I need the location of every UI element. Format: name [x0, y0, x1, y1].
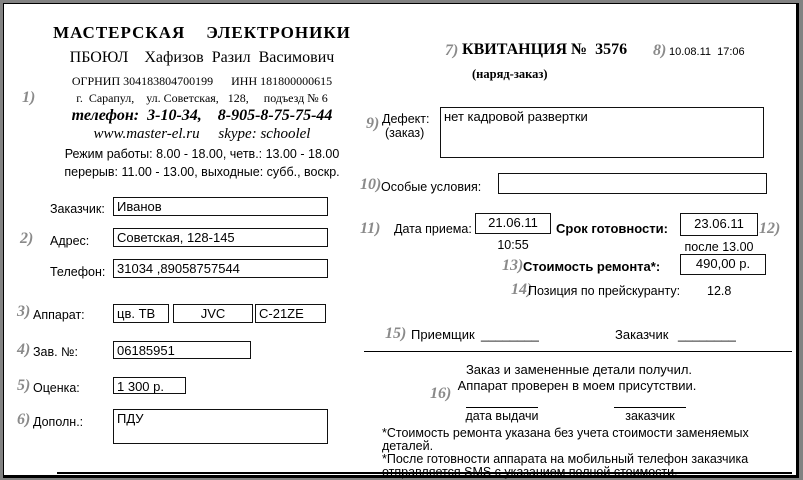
marker-14: 14) [511, 281, 533, 298]
date-received-field[interactable]: 21.06.11 [475, 213, 551, 234]
ready-date-label: Срок готовности: [556, 221, 668, 236]
confirm-line-2: Аппарат проверен в моем присутствии. [457, 378, 697, 393]
bottom-divider [57, 472, 792, 474]
device-type-field[interactable]: цв. ТВ [113, 304, 169, 323]
marker-9: 9) [366, 115, 380, 132]
receipt-form-page [3, 3, 799, 478]
marker-3: 3) [17, 303, 31, 320]
extra-label: Дополн.: [33, 415, 84, 429]
ready-time: после 13.00 [684, 240, 754, 254]
defect-field[interactable]: нет кадровой развертки [440, 107, 764, 158]
workshop-phone: телефон: 3-10-34, 8-905-8-75-75-44 [71, 107, 333, 124]
repair-cost-field[interactable]: 490,00 р. [680, 254, 766, 275]
marker-13: 13) [502, 257, 524, 274]
estimate-label: Оценка: [33, 381, 80, 395]
address-field[interactable]: Советская, 128-145 [113, 228, 328, 247]
special-conditions-label: Особые условия: [381, 180, 482, 194]
ready-date-field[interactable]: 23.06.11 [680, 213, 758, 236]
phone-field[interactable]: 31034 ,89058757544 [113, 259, 328, 278]
customer-label: Заказчик: [50, 202, 105, 216]
repair-cost-label: Стоимость ремонта*: [523, 259, 661, 274]
issue-date-line [466, 407, 538, 408]
receiver-sign-blank: ________ [481, 327, 539, 342]
workshop-ogrnip-inn: ОГРНИП 304183804700199 ИНН 181800000615 [71, 74, 333, 88]
issue-date-label: дата выдачи [465, 409, 539, 423]
marker-10: 10) [360, 176, 382, 193]
marker-7: 7) [445, 42, 459, 59]
address-label: Адрес: [50, 234, 90, 248]
estimate-field[interactable]: 1 300 р. [113, 377, 186, 394]
phone-label: Телефон: [50, 265, 106, 279]
device-model-field[interactable]: C-21ZE [255, 304, 326, 323]
confirm-line-1: Заказ и замененные детали получил. [465, 362, 693, 377]
receipt-title: КВИТАНЦИЯ № 3576 [462, 41, 628, 58]
device-brand-field[interactable]: JVC [173, 304, 253, 323]
extra-field[interactable]: ПДУ [113, 409, 328, 444]
price-item-label: Позиция по прейскуранту: [528, 284, 681, 298]
marker-12: 12) [759, 220, 781, 237]
marker-2: 2) [20, 230, 34, 247]
serial-field[interactable]: 06185951 [113, 341, 251, 359]
footnote-2: *После готовности аппарата на мобильный телефон заказчика [382, 452, 749, 466]
work-break: перерыв: 11.00 - 13.00, выходные: субб., воскр. [64, 165, 340, 179]
defect-sublabel: (заказ) [385, 126, 425, 140]
receiver-sign-label: Приемщик [411, 327, 475, 342]
signature-divider [364, 351, 792, 352]
date-received-time: 10:55 [497, 238, 529, 252]
serial-label: Зав. №: [33, 345, 78, 359]
receipt-datetime: 10.08.11 17:06 [669, 46, 745, 58]
workshop-address: г. Сарапул, ул. Советская, 128, подъезд № 6 [76, 91, 328, 105]
marker-16: 16) [430, 385, 452, 402]
marker-15: 15) [385, 325, 407, 342]
defect-label: Дефект: [382, 112, 430, 126]
marker-4: 4) [17, 341, 31, 358]
workshop-header [10, 4, 394, 189]
device-label: Аппарат: [33, 308, 85, 322]
workshop-web-skype: www.master-el.ru skype: schoolel [93, 126, 311, 142]
customer-sign-blank: ________ [678, 327, 736, 342]
footnote-3: отправляется SMS с указанием полной стоимости. [382, 465, 678, 479]
price-item-value: 12.8 [707, 284, 732, 298]
workshop-owner: ПБОЮЛ Хафизов Разил Васимович [69, 49, 335, 66]
special-conditions-field[interactable] [498, 173, 767, 194]
customer-sign-label: Заказчик [615, 327, 669, 342]
marker-8: 8) [653, 42, 667, 59]
marker-6: 6) [17, 411, 31, 428]
marker-5: 5) [17, 377, 31, 394]
issue-customer-line [614, 407, 686, 408]
footnote-1: *Стоимость ремонта указана без учета стоимости заменяемых деталей. [382, 426, 749, 453]
issue-customer-label: заказчик [625, 409, 675, 423]
receipt-subtitle: (наряд-заказ) [472, 67, 548, 81]
work-hours: Режим работы: 8.00 - 18.00, четв.: 13.00 - 18.00 [64, 147, 340, 161]
marker-1: 1) [22, 89, 36, 106]
workshop-title: МАСТЕРСКАЯ ЭЛЕКТРОНИКИ [53, 23, 351, 42]
marker-11: 11) [360, 220, 381, 237]
date-received-label: Дата приема: [394, 222, 472, 236]
customer-field[interactable]: Иванов [113, 197, 328, 216]
